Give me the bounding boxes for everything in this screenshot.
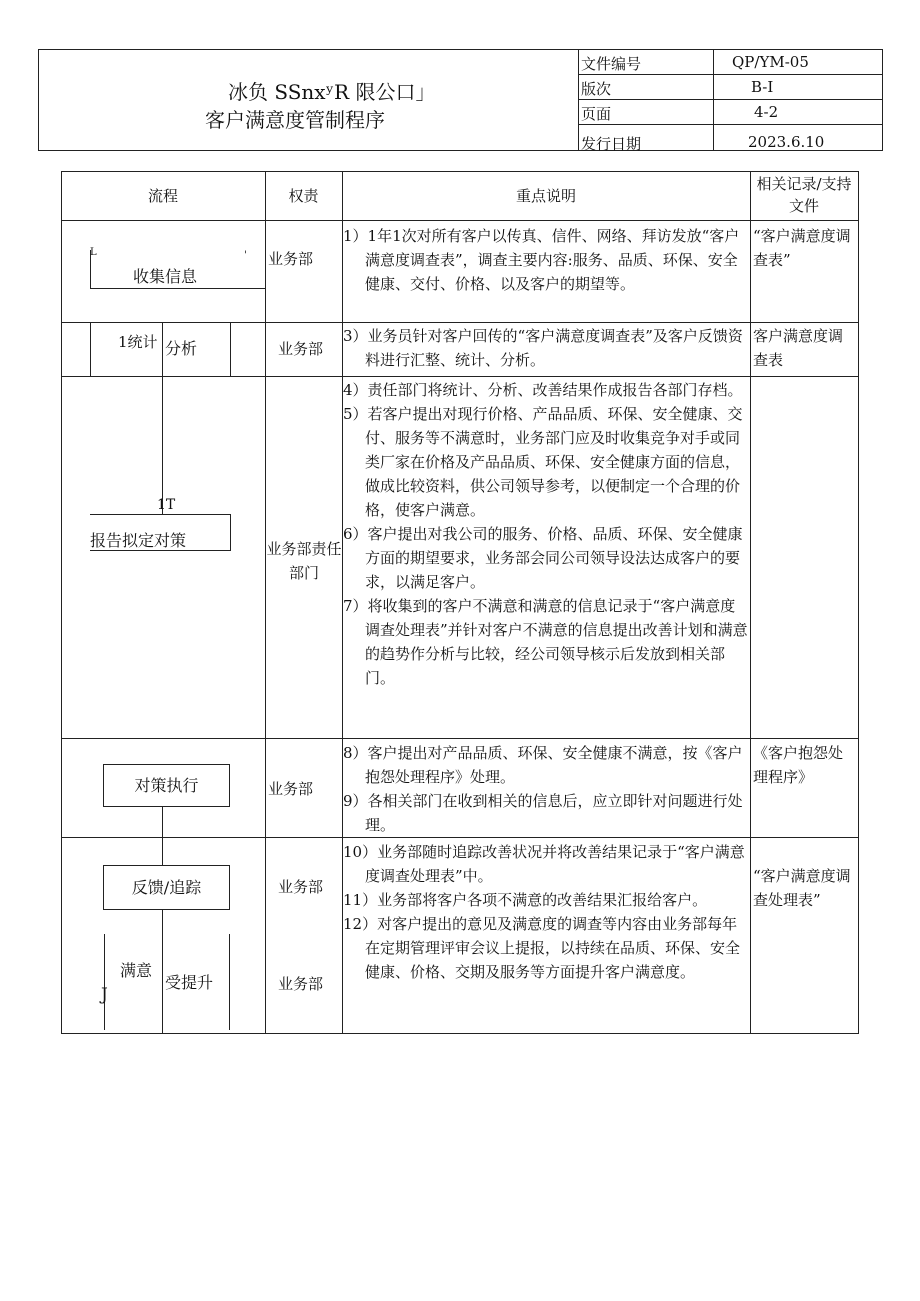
flow-mark: 1T [157,497,176,513]
document-title: 客户满意度管制程序 [205,108,385,132]
meta-label-issue-date: 发行日期 [581,135,642,153]
description-item: 7）将收集到的客户不满意和满意的信息记录于“客户满意度调查处理表”并针对客户不满意的信息提出改善计划和满意的趋势作分析与比较，经公司领导核示后发放到相关部门。 [343,597,748,687]
flow-box-edge [90,322,91,376]
flow-box-edge [229,934,230,1030]
owner-row5b: 业务部 [278,975,324,993]
description-item: 1）1年1次对所有客户以传真、信件、网络、拜访发放“客户满意度调查表”，调查主要内容:服务、品质、环保、安全健康、交付、价格、以及客户的期望等。 [343,227,740,293]
description-item: 11）业务部将客户各项不满意的改善结果汇报给客户。 [343,891,708,909]
meta-label-page: 页面 [581,105,612,123]
flow-step-report-countermeasure [90,514,231,551]
owner-row2: 业务部 [278,340,324,358]
description-item: 3）业务员针对客户回传的“客户满意度调查表”及客户反馈资料进行汇整、统计、分析。 [343,327,743,369]
flow-step-improve: 受提升 [165,973,214,992]
description-item: 8）客户提出对产品品质、环保、安全健康不满意，按《客户抱怨处理程序》处理。 [343,744,743,786]
flow-box-edge [162,322,163,376]
record-row2: 客户满意度调查表 [753,327,844,369]
header-divider [713,49,714,151]
flow-connector [162,807,163,837]
flow-mark: J [101,985,108,1005]
column-divider [750,171,751,1034]
flow-connector [162,910,163,1033]
description-item: 10）业务部随时追踪改善状况并将改善结果记录于“客户满意度调查处理表”中。 [343,843,745,885]
record-row5: “客户满意度调查处理表” [753,867,851,909]
flow-box-edge [230,322,231,376]
record-row1: “客户满意度调查表” [753,227,851,269]
meta-label-doc-number: 文件编号 [581,55,642,73]
flow-step-label: 报告拟定对策 [90,531,187,550]
company-name: 冰负 SSnxʸR 限公口」 [228,80,436,104]
header-row-line [578,74,883,75]
column-header-description: 重点说明 [515,187,576,205]
flow-step-satisfaction: 满意 [120,961,153,980]
description-item: 6）客户提出对我公司的服务、价格、品质、环保、安全健康方面的期望要求，业务部会同公司领导设法达成客户的要求，以满足客户。 [343,525,743,591]
flow-box-edge [104,934,105,1030]
meta-value-issue-date: 2023.6.10 [748,133,825,151]
owner-row4: 业务部 [268,780,314,798]
header-row-line [578,99,883,100]
header-divider [578,49,579,151]
column-header-flow: 流程 [147,187,178,205]
description-item: 4）责任部门将统计、分析、改善结果作成报告各部门存档。 [343,381,743,399]
flow-connector [162,837,163,865]
row-divider [61,322,859,323]
description-row4 [343,741,748,837]
meta-label-version: 版次 [581,80,612,98]
flow-box-edge [90,288,265,289]
description-row2 [343,324,748,372]
description-row1 [343,224,748,296]
flow-connector [162,376,163,514]
owner-row1: 业务部 [268,250,314,268]
flow-step-feedback: 反馈/追踪 [103,865,230,910]
header-row-line [578,124,883,125]
row-divider [61,738,859,739]
owner-row3: 业务部责任部门 [266,540,342,582]
flow-step-collect-info: 收集信息 [133,267,198,286]
column-header-owner: 权责 [288,187,319,205]
column-header-records: 相关记录/支持文件 [756,175,852,215]
description-item: 12）对客户提出的意见及满意度的调查等内容由业务部每年在定期管理评审会议上提报，以持续在品质、环保、安全健康、价格、交期及服务等方面提升客户满意度。 [343,915,741,981]
column-divider [265,171,266,1034]
meta-value-doc-number: QP/YM-05 [732,53,809,71]
flow-step-execute: 对策执行 [103,764,230,807]
row-divider [61,837,859,838]
flow-step-statistics: 1统计 [118,333,158,351]
meta-value-version: B-I [751,78,774,96]
flow-mark: ' [244,250,247,261]
row-divider [61,376,859,377]
description-row5 [343,840,748,984]
meta-value-page: 4-2 [754,103,779,121]
description-item: 5）若客户提出对现行价格、产品品质、环保、安全健康、交付、服务等不满意时，业务部门应及时收集竞争对手或同类厂家在价格及产品品质、环保、安全健康方面的信息，做成比较资料，供公司领导参考，以便制定一个合理的价格，使客户满意。 [343,405,743,519]
record-row4: 《客户抱怨处理程序》 [753,744,844,786]
description-item: 9）各相关部门在收到相关的信息后，应立即针对问题进行处理。 [343,792,743,834]
row-divider [61,220,859,221]
flow-mark: L [90,247,97,258]
flow-step-analysis: 分析 [165,339,198,358]
owner-row5: 业务部 [278,878,324,896]
description-row3 [343,378,748,690]
